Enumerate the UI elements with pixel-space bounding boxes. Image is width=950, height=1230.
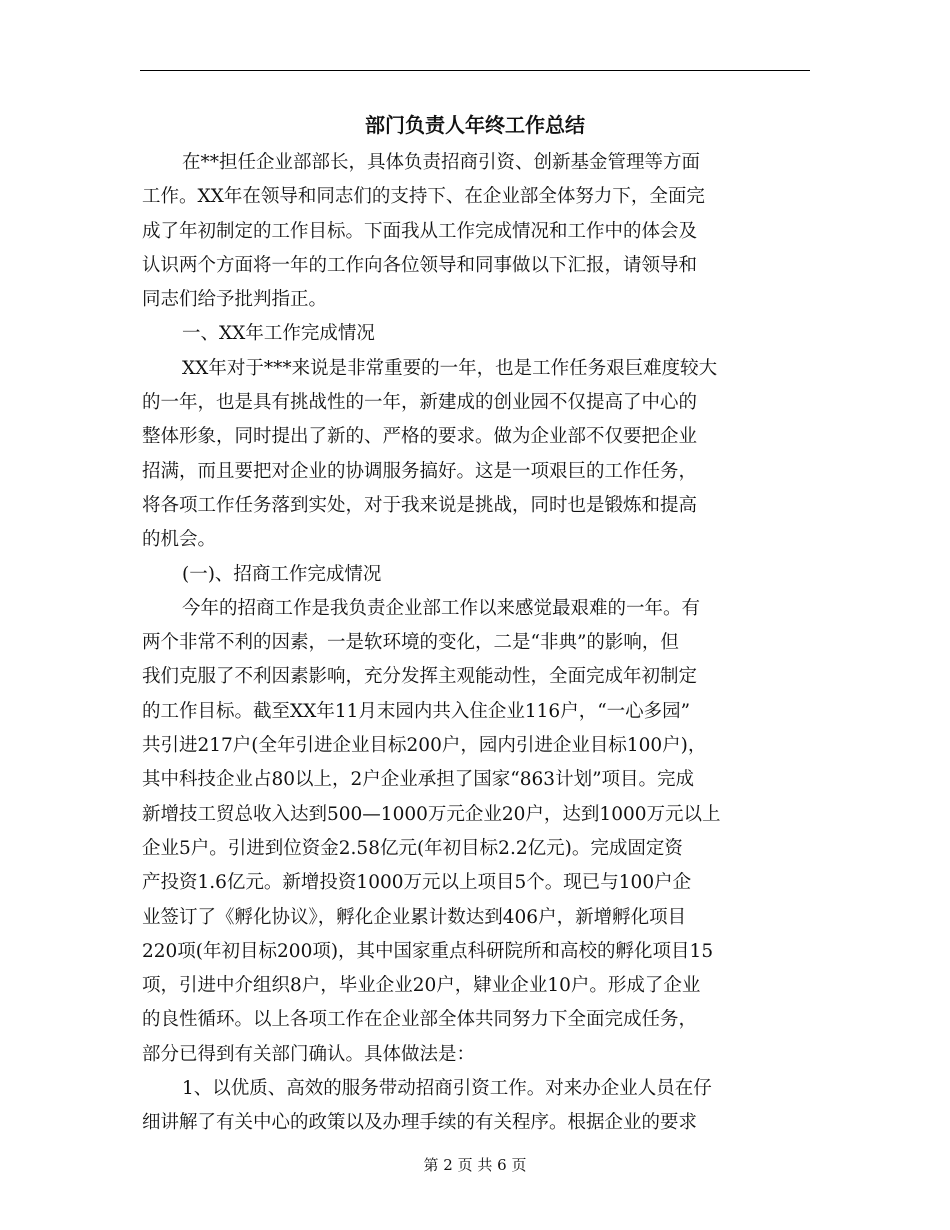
- subsection-heading: (一)、招商工作完成情况: [182, 563, 382, 585]
- paragraph-line: 共引进217户(全年引进企业目标200户，园内引进企业目标100户)，: [142, 735, 707, 757]
- paragraph-line: 的一年，也是具有挑战性的一年，新建成的创业园不仅提高了中心的: [142, 392, 698, 414]
- paragraph-line: 我们克服了不利因素影响，充分发挥主观能动性，全面完成年初制定: [142, 666, 698, 688]
- paragraph-line: 在**担任企业部部长，具体负责招商引资、创新基金管理等方面: [182, 152, 701, 173]
- paragraph-line: 认识两个方面将一年的工作向各位领导和同事做以下汇报，请领导和: [142, 254, 698, 276]
- paragraph-line: 工作。XX年在领导和同志们的支持下、在企业部全体努力下，全面完: [142, 186, 705, 208]
- paragraph-line: 其中科技企业占80以上，2户企业承担了国家“863计划”项目。完成: [142, 769, 695, 791]
- paragraph-line: 的机会。: [142, 529, 217, 551]
- header-rule: [140, 70, 810, 71]
- paragraph-line: 1、以优质、高效的服务带动招商引资工作。对来办企业人员在仔: [182, 1078, 712, 1100]
- paragraph-line: 产投资1.6亿元。新增投资1000万元以上项目5个。现已与100户企: [142, 872, 692, 894]
- paragraph-line: 将各项工作任务落到实处，对于我来说是挑战，同时也是锻炼和提高: [142, 494, 698, 516]
- page-number: 第 2 页 共 6 页: [423, 1156, 527, 1174]
- section-heading: 一、XX年工作完成情况: [182, 323, 375, 345]
- paragraph-line: 企业5户。引进到位资金2.58亿元(年初目标2.2亿元)。完成固定资: [142, 837, 683, 859]
- document-title: 部门负责人年终工作总结: [365, 113, 585, 137]
- paragraph-line: 业签订了《孵化协议》，孵化企业累计数达到406户，新增孵化项目: [142, 906, 687, 928]
- paragraph-line: 两个非常不利的因素，一是软环境的变化，二是“非典”的影响，但: [142, 632, 679, 654]
- paragraph-line: 招满，而且要把对企业的协调服务搞好。这是一项艰巨的工作任务，: [142, 460, 698, 482]
- paragraph-line: 今年的招商工作是我负责企业部工作以来感觉最艰难的一年。有: [182, 597, 701, 619]
- paragraph-line: 同志们给予批判指正。: [142, 289, 328, 311]
- paragraph-line: 整体形象，同时提出了新的、严格的要求。做为企业部不仅要把企业: [142, 426, 698, 448]
- paragraph-line: 项，引进中介组织8户，毕业企业20户，肄业企业10户。形成了企业: [142, 975, 701, 997]
- paragraph-line: 的良性循环。以上各项工作在企业部全体共同努力下全面完成任务，: [142, 1009, 698, 1031]
- paragraph-line: 220项(年初目标200项)，其中国家重点科研院所和高校的孵化项目15: [142, 940, 714, 962]
- paragraph-line: 成了年初制定的工作目标。下面我从工作完成情况和工作中的体会及: [142, 220, 698, 242]
- document-body: [142, 146, 814, 1141]
- paragraph-line: 部分已得到有关部门确认。具体做法是：: [142, 1043, 476, 1065]
- paragraph-line: XX年对于***来说是非常重要的一年，也是工作任务艰巨难度较大: [182, 357, 718, 379]
- paragraph-line: 新增技工贸总收入达到500—1000万元企业20户，达到1000万元以上: [142, 803, 721, 825]
- paragraph-line: 的工作目标。截至XX年11月末园内共入住企业116户，“一心多园”: [142, 700, 691, 722]
- paragraph-line: 细讲解了有关中心的政策以及办理手续的有关程序。根据企业的要求: [142, 1112, 698, 1134]
